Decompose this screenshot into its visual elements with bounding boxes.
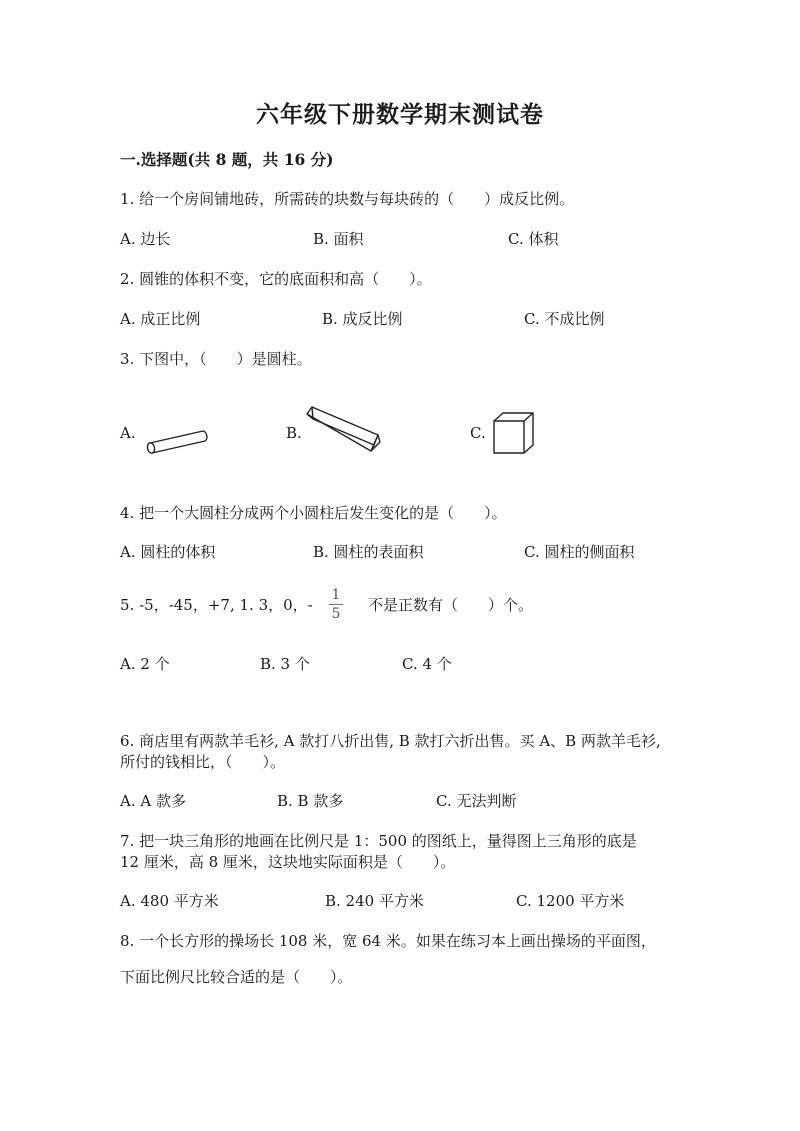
q6-option-c: C. 无法判断 (436, 792, 517, 810)
question-7-line-2: 12 厘米，高 8 厘米，这块地实际面积是（ ）。 (120, 853, 456, 871)
q5-option-a: A. 2 个 (120, 655, 170, 673)
q4-option-c: C. 圆柱的侧面积 (524, 543, 635, 561)
q3-option-b: B. (286, 424, 302, 442)
q3-option-a: A. (120, 424, 136, 442)
q6-option-a: A. A 款多 (120, 792, 186, 810)
q5-option-b: B. 3 个 (260, 655, 310, 673)
q7-option-b: B. 240 平方米 (325, 892, 424, 910)
q2-option-a: A. 成正比例 (120, 310, 201, 328)
q1-option-a: A. 边长 (120, 230, 171, 248)
question-1: 1. 给一个房间铺地砖，所需砖的块数与每块砖的（ ）成反比例。 (120, 190, 575, 208)
question-5-end: 不是正数有（ ）个。 (368, 596, 534, 614)
cube-figure (490, 410, 536, 456)
prism-figure (300, 404, 386, 460)
q1-option-b: B. 面积 (313, 230, 364, 248)
question-7-line-1: 7. 把一块三角形的地画在比例尺是 1：500 的图纸上，量得图上三角形的底是 (120, 832, 637, 850)
q7-option-c: C. 1200 平方米 (516, 892, 625, 910)
question-6-line-2: 所付的钱相比，（ ）。 (120, 753, 286, 771)
q5-option-c: C. 4 个 (402, 655, 452, 673)
q3-option-c: C. (470, 424, 486, 442)
question-3: 3. 下图中，（ ）是圆柱。 (120, 350, 312, 368)
cylinder-figure (140, 428, 214, 460)
q4-option-a: A. 圆柱的体积 (120, 543, 216, 561)
q7-option-a: A. 480 平方米 (120, 892, 219, 910)
question-4: 4. 把一个大圆柱分成两个小圆柱后发生变化的是（ ）。 (120, 504, 507, 522)
question-8-line-1: 8. 一个长方形的操场长 108 米，宽 64 米。如果在练习本上画出操场的平面图， (120, 932, 656, 950)
question-2: 2. 圆锥的体积不变，它的底面积和高（ ）。 (120, 270, 432, 288)
question-8-line-2: 下面比例尺比较合适的是（ ）。 (120, 968, 353, 986)
q2-option-b: B. 成反比例 (322, 310, 403, 328)
q1-option-c: C. 体积 (508, 230, 559, 248)
section-heading: 一.选择题(共 8 题，共 16 分) (120, 150, 334, 169)
fraction-numerator: 1 (331, 587, 341, 603)
question-5-start: 5. -5，-45，+7, 1. 3，0，- (120, 596, 313, 614)
q6-option-b: B. B 款多 (277, 792, 344, 810)
question-6-line-1: 6. 商店里有两款羊毛衫, A 款打八折出售, B 款打六折出售。买 A、B 两款羊毛衫, (120, 732, 661, 750)
q2-option-c: C. 不成比例 (524, 310, 605, 328)
q4-option-b: B. 圆柱的表面积 (313, 543, 424, 561)
fraction-denominator: 5 (331, 606, 341, 622)
fraction-one-fifth (327, 588, 345, 621)
page-title: 六年级下册数学期末测试卷 (256, 101, 544, 128)
